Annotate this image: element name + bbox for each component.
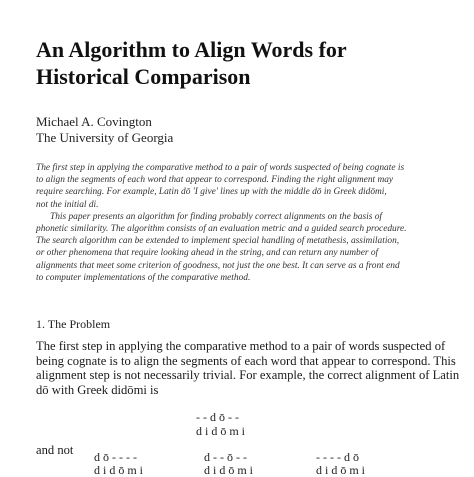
body-line: The first step in applying the comparative method to a pair of words suspected of (36, 339, 446, 353)
abstract-line: require searching. For example, Latin dō 'I give' lines up with the middle dō in Greek didōmi, (36, 187, 387, 198)
abstract (36, 162, 434, 284)
wrong-alignment-3 (316, 451, 365, 477)
body-line: dō with Greek didōmi is (36, 382, 159, 397)
alignment-bottom-row: d i d ō m i (196, 424, 246, 438)
alignment-bottom-row: d i d ō m i (94, 463, 144, 477)
alignment-top-row: d ō - - - - (94, 450, 137, 464)
author-name: Michael A. Covington (36, 114, 152, 129)
body-line: alignment step is not necessarily trivial. For example, the correct alignment of Latin (36, 368, 460, 383)
wrong-alignment-2 (204, 451, 253, 477)
alignment-bottom-row: d i d ō m i (316, 463, 366, 477)
paper-title (36, 36, 456, 90)
body-line: being cognate is to align the segments of each word that appear to correspond. This (36, 353, 456, 368)
and-not-text: and not (36, 443, 74, 457)
alignment-top-row: d - - ō - - (204, 450, 247, 464)
title-line-1: An Algorithm to Align Words for (36, 37, 347, 62)
section-heading: 1. The Problem (36, 317, 111, 331)
abstract-line: to align the segments of each word that appear to correspond. Finding the right alignment may (36, 175, 394, 186)
author-affiliation: The University of Georgia (36, 130, 174, 145)
abstract-line: This paper presents an algorithm for finding probably correct alignments on the basis of (50, 211, 383, 222)
wrong-alignment-1 (94, 451, 143, 477)
title-line-2: Historical Comparison (36, 64, 251, 89)
abstract-line: to computer implementations of the comparative method. (36, 272, 251, 283)
author-block (36, 114, 173, 146)
body-paragraph (36, 339, 460, 397)
alignment-top-row: - - d ō - - (196, 410, 239, 424)
correct-alignment (196, 410, 245, 438)
alignment-top-row: - - - - d ō (316, 450, 359, 464)
abstract-line: alignments that meet some criterion of goodness, not just the one best. It can serve as a front end (36, 260, 400, 271)
abstract-line: or other phenomena that require looking ahead in the string, and can return any number of (36, 248, 379, 259)
alignment-bottom-row: d i d ō m i (204, 463, 254, 477)
abstract-line: not the initial di. (36, 199, 99, 210)
abstract-line: phonetic similarity. The algorithm consists of an evaluation metric and a guided search procedure. (36, 224, 407, 235)
abstract-line: The search algorithm can be extended to implement special handling of metathesis, assimilation, (36, 236, 400, 247)
abstract-line: The first step in applying the comparative method to a pair of words suspected of being cognate is (36, 163, 405, 173)
